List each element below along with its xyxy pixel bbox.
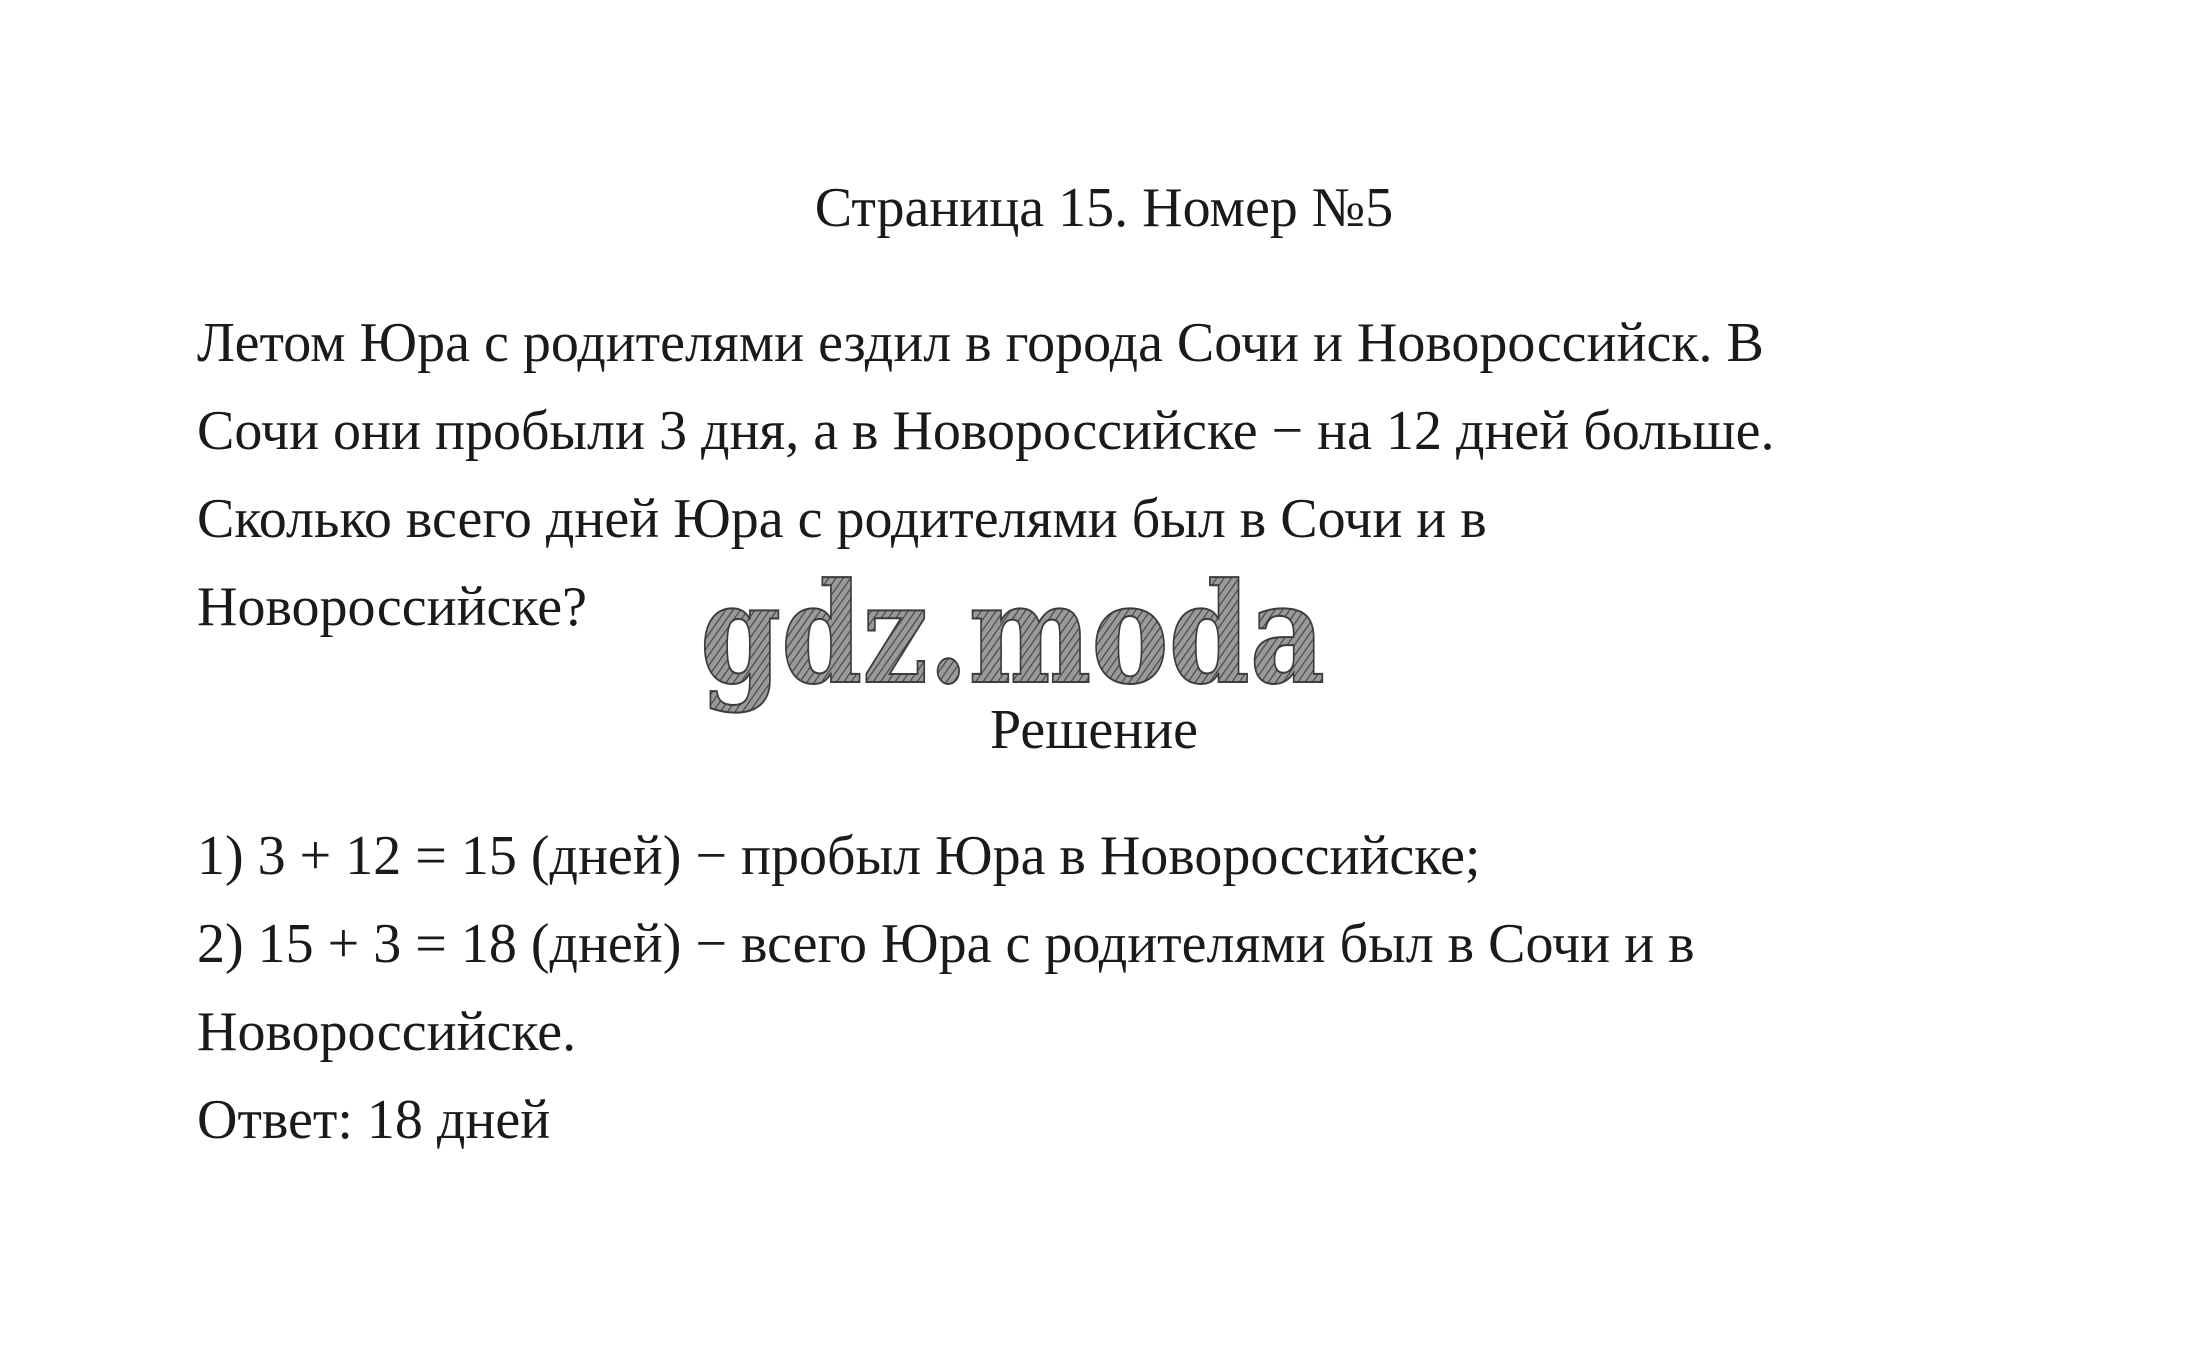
problem-line-4: Новороссийске?	[197, 576, 587, 638]
problem-line-2: Сочи они пробыли 3 дня, а в Новороссийске − на 12 дней больше.	[197, 400, 1775, 462]
problem-line-3: Сколько всего дней Юра с родителями был в Сочи и в	[197, 488, 1487, 550]
svg-text:gdz.moda: gdz.moda	[700, 552, 1325, 715]
problem-line-1: Летом Юра с родителями ездил в города Сочи и Новороссийск. В	[197, 312, 1764, 374]
answer-line: Ответ: 18 дней	[197, 1089, 551, 1151]
page-title: Страница 15. Номер №5	[814, 177, 1394, 239]
solution-line-2: 2) 15 + 3 = 18 (дней) − всего Юра с родителями был в Сочи и в	[197, 913, 1695, 975]
solution-line-3: Новороссийске.	[197, 1001, 577, 1063]
solution-heading: Решение	[989, 699, 1199, 761]
solution-line-1: 1) 3 + 12 = 15 (дней) − пробыл Юра в Новороссийске;	[197, 825, 1481, 887]
